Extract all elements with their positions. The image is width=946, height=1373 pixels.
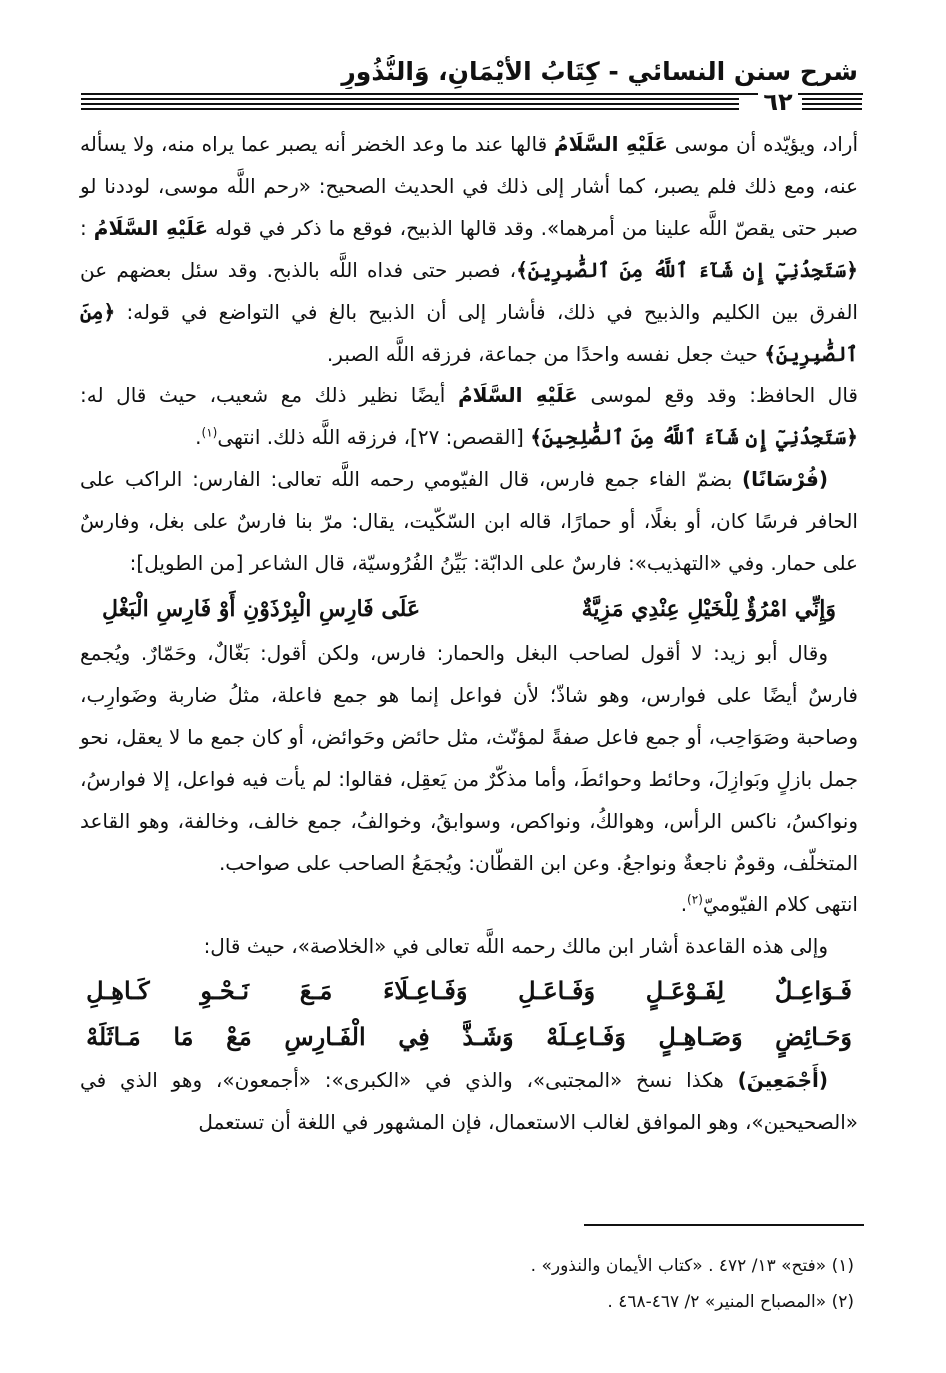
poem-word: وَشَـذَّ: [462, 1022, 514, 1052]
text-run: .: [195, 425, 202, 450]
poem-word: الْفَـارِسِ: [284, 1022, 366, 1052]
text-run: انتهى كلام الفيّوميّ: [702, 892, 858, 917]
footnotes: [78, 1248, 854, 1320]
poetry-verse: [80, 585, 858, 633]
salutation: عَلَيْهِ السَّلَامُ: [457, 383, 578, 408]
poem-word: مَعْ: [226, 1022, 252, 1052]
text-run: [القصص: ٢٧]، فرزقه اللَّه ذلك. انتهى: [217, 425, 531, 450]
header-rule: [81, 93, 863, 95]
text-run: هكذا نسخ «المجتبى»، والذي في «الكبرى»: «أجمعون»، وهو الذي في «الصحيحين»، وهو الموافق لغالب الاستعمال، فإن المشهور في اللغة أن تستعمل: [80, 1068, 858, 1135]
lemma-term: (فُرْسَانًا): [741, 467, 828, 492]
text-run: بضمّ الفاء جمع فارس، قال الفيّومي رحمه اللَّه تعالى: الفارس: الراكب على الحافر فرسًا كان، أو بغلًا، أو حمارًا، قاله ابن السّكّيت، يقال: مرّ بنا فارسٌ على بغل، وفارسٌ على حمار. وفي «التهذيب»: فارسٌ على الدابّة: بَيِّنُ الفُرُوسيّة، قال الشاعر [من الطويل]:: [80, 467, 858, 576]
footnote-1: (١) «فتح» ١٣/ ٤٧٢ . «كتاب الأيمان والنذور» .: [530, 1256, 854, 1276]
quran-quote: ﴿سَتَجِدُنِيٓ إِن شَآءَ ٱللَّهُ مِنَ ٱلصَّٰلِحِينَ﴾: [530, 425, 858, 450]
poem-line-1: [80, 968, 858, 1014]
poem-word: لِفَـوْعَـلٍ: [645, 976, 725, 1006]
paragraph-1: [80, 124, 858, 375]
paragraph-4: وقال أبو زيد: لا أقول لصاحب البغل والحمار: فارس، ولكن أقول: بَغّالٌ، وحَمّارٌ. ويُجمع فارسٌ أيضًا على فوارس، وهو شاذّ؛ لأن فواعل إنما هو جمع فاعلة، مثلُ ضاربة وضَوارِب، وصاحبة وصَوَاحِب، أو جمع فاعل صفةً لمؤنّث، مثل حائض وحَوائض، أو كان جمع ما لا يعقل، نحو جمل بازلٍ وبَوازِلَ، وحائط وحوائطَ، وأما مذكّرٌ من يَعقِل، فقالوا: لم يأت فيه فواعل، إلا فوارسُ، ونواكسُ، ناكس الرأس، وهوالكُ، ونواكص، وسوابقُ، وخوالفُ، جمع خالف، وخالفة، وهو القاعد المتخلّف، وقومٌ ناجعةٌ ونواجعُ. وعن ابن القطّان: ويُجمَعُ الصاحب على صواحب.: [80, 640, 858, 875]
text-run: .: [680, 892, 688, 917]
verse-first-hemistich: وَإِنِّي امْرُؤٌ لِلْخَيْلِ عِنْدِي مَزِيَّةٌ: [581, 595, 836, 622]
text-run: ، فصبر حتى فداه اللَّه بالذبح. وقد سئل بعضهم عن الفرق بين الكليم والذبيح في ذلك، فأشار إلى أن الذبيح بالغ في التواضع في قوله:: [80, 257, 858, 324]
body-text: [80, 124, 858, 1144]
text-run: حيث جعل نفسه واحدًا من جماعة، فرزقه اللَّه الصبر.: [326, 341, 765, 366]
paragraph-3: [80, 459, 858, 585]
salutation: عَلَيْهِ السَّلَامُ: [553, 132, 668, 156]
quran-quote: ﴿مِنَ ٱلصَّٰبِرِينَ﴾: [80, 299, 858, 366]
poem-word: فِي: [398, 1022, 430, 1052]
poem-word: مَـاثَلَهْ: [86, 1022, 141, 1052]
text-run: أراد، ويؤيّده أن موسى: [667, 132, 858, 156]
poem-line-2: [80, 1014, 858, 1060]
poem-word: مَـعَ: [299, 976, 333, 1006]
poem-word: وَفَـاعِـلَهْ: [546, 1022, 626, 1052]
text-run: قالها عند ما وعد الخضر أنه يصبر عما يراه منه، ولا يسأله عنه، ومع ذلك فلم يصبر، كما أشار إلى ذلك في الحديث الصحيح: «رحم اللَّه موسى، لوددنا لو صبر حتى يقصّ اللَّه علينا من أمرهما». وقد قالها الذبيح، فوقع ما ذكر في قوله: [80, 132, 858, 240]
footnote-rule: [584, 1224, 864, 1226]
poem-word: وَفَـاعَـلِ: [518, 976, 596, 1006]
poem-word: نَـحْـوِ: [200, 976, 250, 1006]
salutation: عَلَيْهِ السَّلَامُ: [93, 215, 209, 240]
paragraph-6: وإلى هذه القاعدة أشار ابن مالك رحمه اللَّه تعالى في «الخلاصة»، حيث قال:: [203, 934, 828, 959]
paragraph-5: [80, 884, 858, 926]
text-run: أيضًا نظير ذلك مع شعيب، حيث قال له:: [80, 383, 458, 408]
poem-word: وَفَـاعِـلَاءَ: [383, 976, 468, 1006]
lemma-term: (أَجْمَعِينَ): [737, 1068, 828, 1093]
poem-word: فَـوَاعِـلٌ: [774, 976, 852, 1006]
text-run: قال الحافظ: وقد وقع لموسى: [577, 383, 858, 408]
footnote-2: (٢) «المصباح المنير» ٢/ ٤٦٧-٤٦٨ .: [607, 1292, 854, 1312]
footnote-marker: (١): [201, 425, 218, 440]
poem-word: مَا: [173, 1022, 194, 1052]
poem-word: وَحَـائِضٍ: [775, 1022, 852, 1052]
paragraph-7: [80, 1060, 858, 1144]
quran-quote: ﴿سَتَجِدُنِيٓ إِن شَآءَ ٱللَّهُ مِنَ ٱلصَّٰبِرِينَ﴾: [516, 257, 858, 282]
verse-second-hemistich: عَلَى فَارِسِ الْبِرْذَوْنِ أَوْ فَارِسِ الْبَغْلِ: [102, 595, 421, 622]
poem-word: وَصَـاهِـلٍ: [658, 1022, 743, 1052]
footnote-marker: (٢): [687, 892, 703, 907]
running-title: شرح سنن النسائي - كِتَابُ الأَيْمَانِ، وَالنُّذُورِ: [341, 57, 858, 86]
text-run: :: [80, 215, 94, 240]
poem-word: كَـاهِـلِ: [86, 976, 150, 1006]
page-number-rule-right: [802, 98, 862, 112]
page-number: ٦٢: [758, 90, 798, 114]
paragraph-2: [80, 375, 858, 459]
page-number-rule-left: [81, 98, 739, 112]
